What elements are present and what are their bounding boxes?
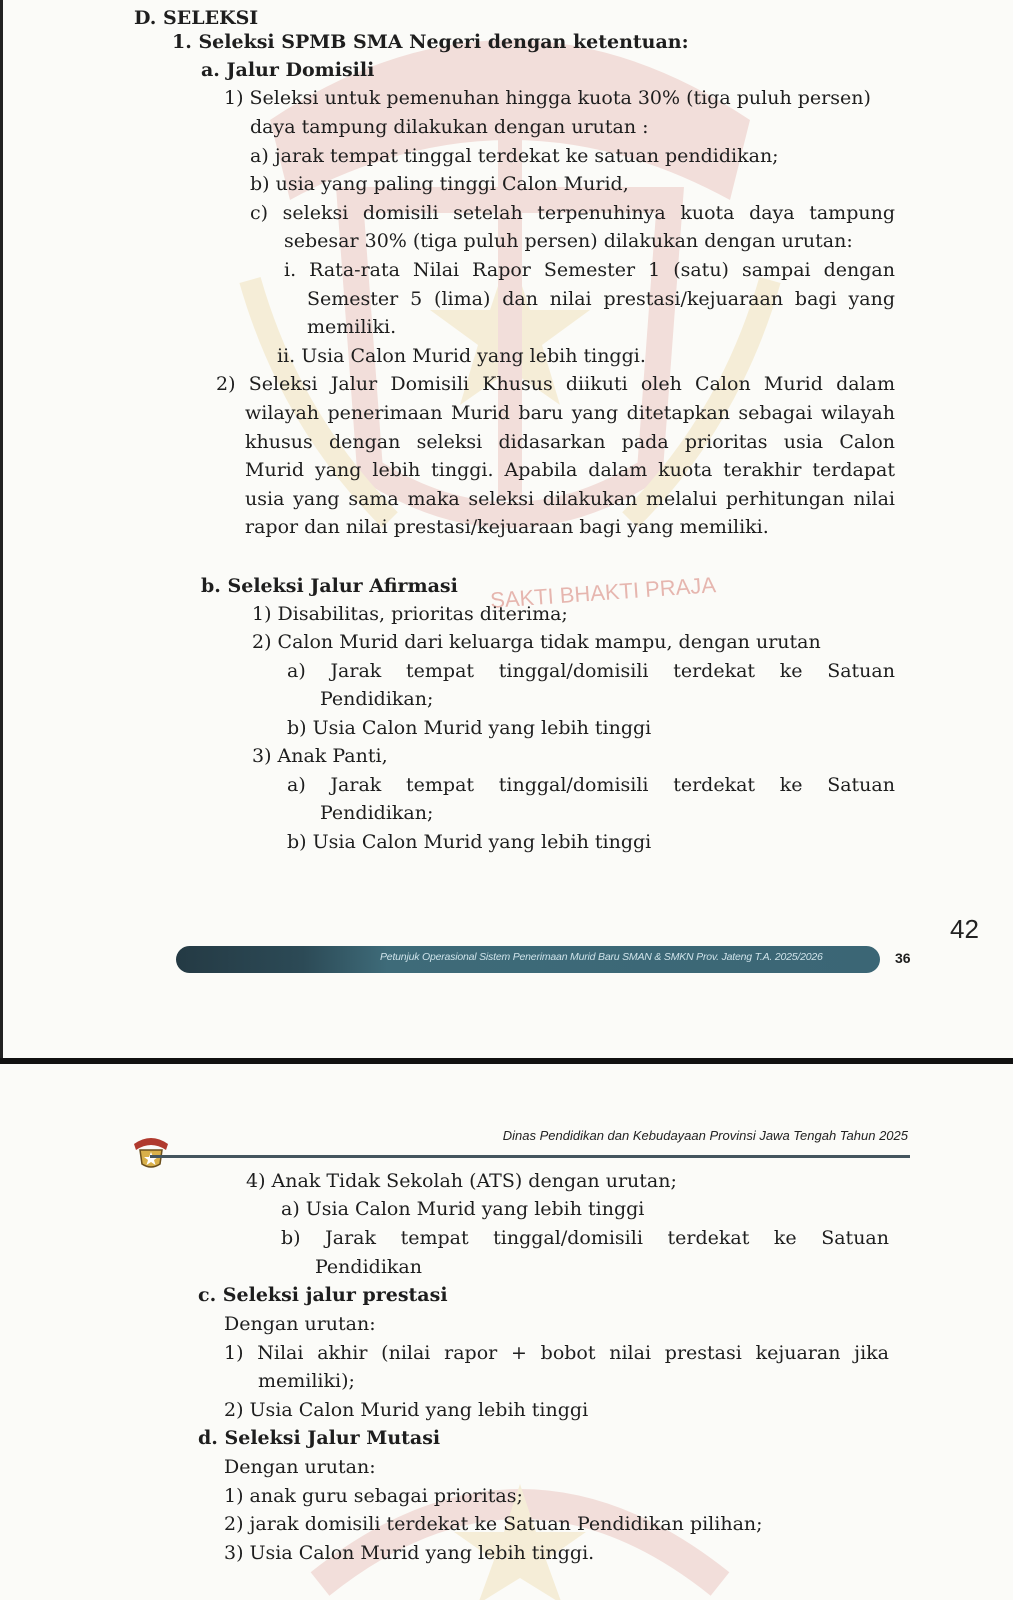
subsection-d-heading: d. Seleksi Jalur Mutasi [198, 1427, 441, 1449]
running-header: Dinas Pendidikan dan Kebudayaan Provinsi Jawa Tengah Tahun 2025 [502, 1128, 908, 1143]
d2-item: 2) jarak domisili terdekat ke Satuan Pendidikan pilihan; [224, 1513, 763, 1535]
page-left-border [0, 0, 3, 1061]
b1-item: 1) Disabilitas, prioritas diterima; [252, 603, 568, 625]
a1-item-c-i-line-2: Semester 5 (lima) dan nilai prestasi/kejuaraan bagi yang [307, 288, 895, 310]
d1-item: 1) anak guru sebagai prioritas; [224, 1485, 523, 1507]
subsection-b-heading: b. Seleksi Jalur Afirmasi [201, 575, 458, 597]
b2-item: 2) Calon Murid dari keluarga tidak mampu, dengan urutan [252, 631, 821, 653]
a2-line-6: rapor dan nilai prestasi/kejuaraan bagi yang memiliki. [245, 516, 769, 538]
a2-line-5: usia yang sama maka seleksi dilakukan melalui perhitungan nilai [245, 488, 895, 510]
b3-item-a-line-2: Pendidikan; [320, 802, 434, 824]
b3-item-b: b) Usia Calon Murid yang lebih tinggi [287, 831, 652, 853]
b2-item-a-line-2: Pendidikan; [320, 688, 434, 710]
d-intro: Dengan urutan: [224, 1456, 376, 1478]
section-heading: D. SELEKSI [134, 7, 259, 29]
a2-line-2: wilayah penerimaan Murid baru yang ditetapkan sebagai wilayah [245, 402, 895, 424]
a1-item-c-ii: ii. Usia Calon Murid yang lebih tinggi. [277, 345, 646, 367]
subsection-c-heading: c. Seleksi jalur prestasi [198, 1284, 448, 1306]
a2-line-1: 2) Seleksi Jalur Domisili Khusus diikuti oleh Calon Murid dalam [216, 373, 895, 395]
a1-item-c-line-2: sebesar 30% (tiga puluh persen) dilakukan dengan urutan: [284, 230, 853, 252]
a1-item-a: a) jarak tempat tinggal terdekat ke satuan pendidikan; [250, 145, 779, 167]
a1-item-c-i-line-3: memiliki. [307, 316, 397, 338]
b2-item-a-line-1: a) Jarak tempat tinggal/domisili terdekat ke Satuan [287, 660, 895, 682]
b4-item-b-line-1: b) Jarak tempat tinggal/domisili terdekat ke Satuan [281, 1227, 889, 1249]
b4-item-a: a) Usia Calon Murid yang lebih tinggi [281, 1198, 645, 1220]
footer-page-number: 36 [895, 950, 911, 966]
a1-item-c-line-1: c) seleksi domisili setelah terpenuhinya kuota daya tampung [250, 202, 895, 224]
b3-item: 3) Anak Panti, [252, 745, 388, 767]
b4-item-b-line-2: Pendidikan [315, 1256, 422, 1278]
a1-item-c-i-line-1: i. Rata-rata Nilai Rapor Semester 1 (satu) sampai dengan [284, 259, 895, 281]
d3-item: 3) Usia Calon Murid yang lebih tinggi. [224, 1542, 595, 1564]
b3-item-a-line-1: a) Jarak tempat tinggal/domisili terdekat ke Satuan [287, 774, 895, 796]
watermark-motto: SAKTI BHAKTI PRAJA [489, 572, 717, 613]
subsection-a-heading: a. Jalur Domisili [201, 59, 375, 81]
header-rule [150, 1155, 910, 1158]
item-1-heading: 1. Seleksi SPMB SMA Negeri dengan ketentuan: [172, 31, 689, 53]
jateng-emblem-icon [130, 1130, 172, 1172]
a2-line-4: Murid yang lebih tinggi. Apabila dalam kuota terakhir terdapat [245, 459, 895, 481]
c1-line-2: memiliki); [258, 1370, 355, 1392]
b4-item: 4) Anak Tidak Sekolah (ATS) dengan urutan; [246, 1170, 677, 1192]
footer-text: Petunjuk Operasional Sistem Penerimaan Murid Baru SMAN & SMKN Prov. Jateng T.A. 2025/2026 [380, 951, 823, 963]
overlay-page-number: 42 [950, 914, 979, 944]
c1-line-1: 1) Nilai akhir (nilai rapor + bobot nilai prestasi kejuaran jika [224, 1342, 889, 1364]
document-page-37 [0, 1061, 1013, 1600]
a1-item-b: b) usia yang paling tinggi Calon Murid, [250, 173, 629, 195]
b2-item-b: b) Usia Calon Murid yang lebih tinggi [287, 717, 652, 739]
a1-line-2: daya tampung dilakukan dengan urutan : [250, 116, 649, 138]
a2-line-3: khusus dengan seleksi didasarkan pada prioritas usia Calon [245, 431, 895, 453]
c2-item: 2) Usia Calon Murid yang lebih tinggi [224, 1399, 589, 1421]
a1-line-1: 1) Seleksi untuk pemenuhan hingga kuota 30% (tiga puluh persen) [224, 87, 871, 109]
c-intro: Dengan urutan: [224, 1313, 376, 1335]
